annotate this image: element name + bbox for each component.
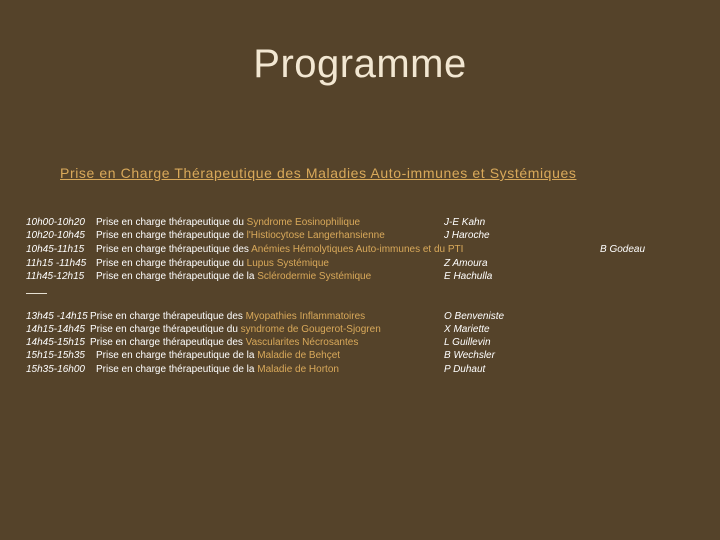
schedule-row [26, 310, 365, 323]
speaker-name: Z Amoura [444, 258, 488, 269]
speaker-name: P Duhaut [444, 364, 486, 375]
page-title: Programme [253, 42, 467, 86]
time-slot: 10h45-11h15 [26, 244, 85, 255]
time-slot: 10h00-10h20 [26, 217, 85, 228]
talk-topic: Syndrome Eosinophilique [246, 217, 361, 228]
talk-description: Prise en charge thérapeutique de la [96, 350, 258, 361]
talk-description: Prise en charge thérapeutique des [90, 337, 246, 348]
schedule-row [26, 349, 340, 362]
schedule-row [26, 229, 385, 242]
talk-topic: Sclérodermie Systémique [257, 271, 372, 282]
session-divider [26, 293, 47, 294]
schedule-row [26, 243, 463, 256]
schedule-row [26, 336, 358, 349]
schedule-row [26, 257, 329, 270]
speaker-name: B Godeau [600, 244, 646, 255]
talk-description: Prise en charge thérapeutique des [90, 311, 246, 322]
time-slot: 10h20-10h45 [26, 230, 85, 241]
time-slot: 13h45 -14h15 [26, 311, 88, 322]
talk-description: Prise en charge thérapeutique du [90, 324, 241, 335]
schedule-row [26, 270, 371, 283]
schedule-row [26, 363, 339, 376]
time-slot: 11h15 -11h45 [26, 258, 87, 269]
talk-topic: Anémies Hémolytiques Auto-immunes et du PTI [251, 244, 464, 255]
speaker-name: J-E Kahn [444, 217, 486, 228]
time-slot: 15h15-15h35 [26, 350, 85, 361]
talk-topic: Maladie de Horton [257, 364, 339, 375]
speaker-name: L Guillevin [444, 337, 491, 348]
talk-topic: syndrome de Gougerot-Sjogren [240, 324, 381, 335]
time-slot: 11h45-12h15 [26, 271, 85, 282]
speaker-name: O Benveniste [444, 311, 505, 322]
talk-description: Prise en charge thérapeutique du [96, 217, 247, 228]
talk-topic: l'Histiocytose Langerhansienne [246, 230, 385, 241]
schedule-row [26, 323, 381, 336]
speaker-name: E Hachulla [444, 271, 493, 282]
schedule-row [26, 216, 360, 229]
time-slot: 14h45-15h15 [26, 337, 85, 348]
speaker-name: X Mariette [444, 324, 490, 335]
talk-topic: Maladie de Behçet [257, 350, 341, 361]
talk-description: Prise en charge thérapeutique de la [96, 271, 258, 282]
time-slot: 14h15-14h45 [26, 324, 85, 335]
talk-description: Prise en charge thérapeutique des [96, 244, 252, 255]
talk-topic: Lupus Systémique [246, 258, 329, 269]
talk-topic: Myopathies Inflammatoires [245, 311, 366, 322]
speaker-name: B Wechsler [444, 350, 495, 361]
talk-topic: Vascularites Nécrosantes [245, 337, 359, 348]
talk-description: Prise en charge thérapeutique de la [96, 364, 258, 375]
time-slot: 15h35-16h00 [26, 364, 85, 375]
section-subtitle: Prise en Charge Thérapeutique des Maladies Auto-immunes et Systémiques [60, 165, 577, 181]
talk-description: Prise en charge thérapeutique du [96, 258, 247, 269]
talk-description: Prise en charge thérapeutique de [96, 230, 247, 241]
speaker-name: J Haroche [444, 230, 490, 241]
